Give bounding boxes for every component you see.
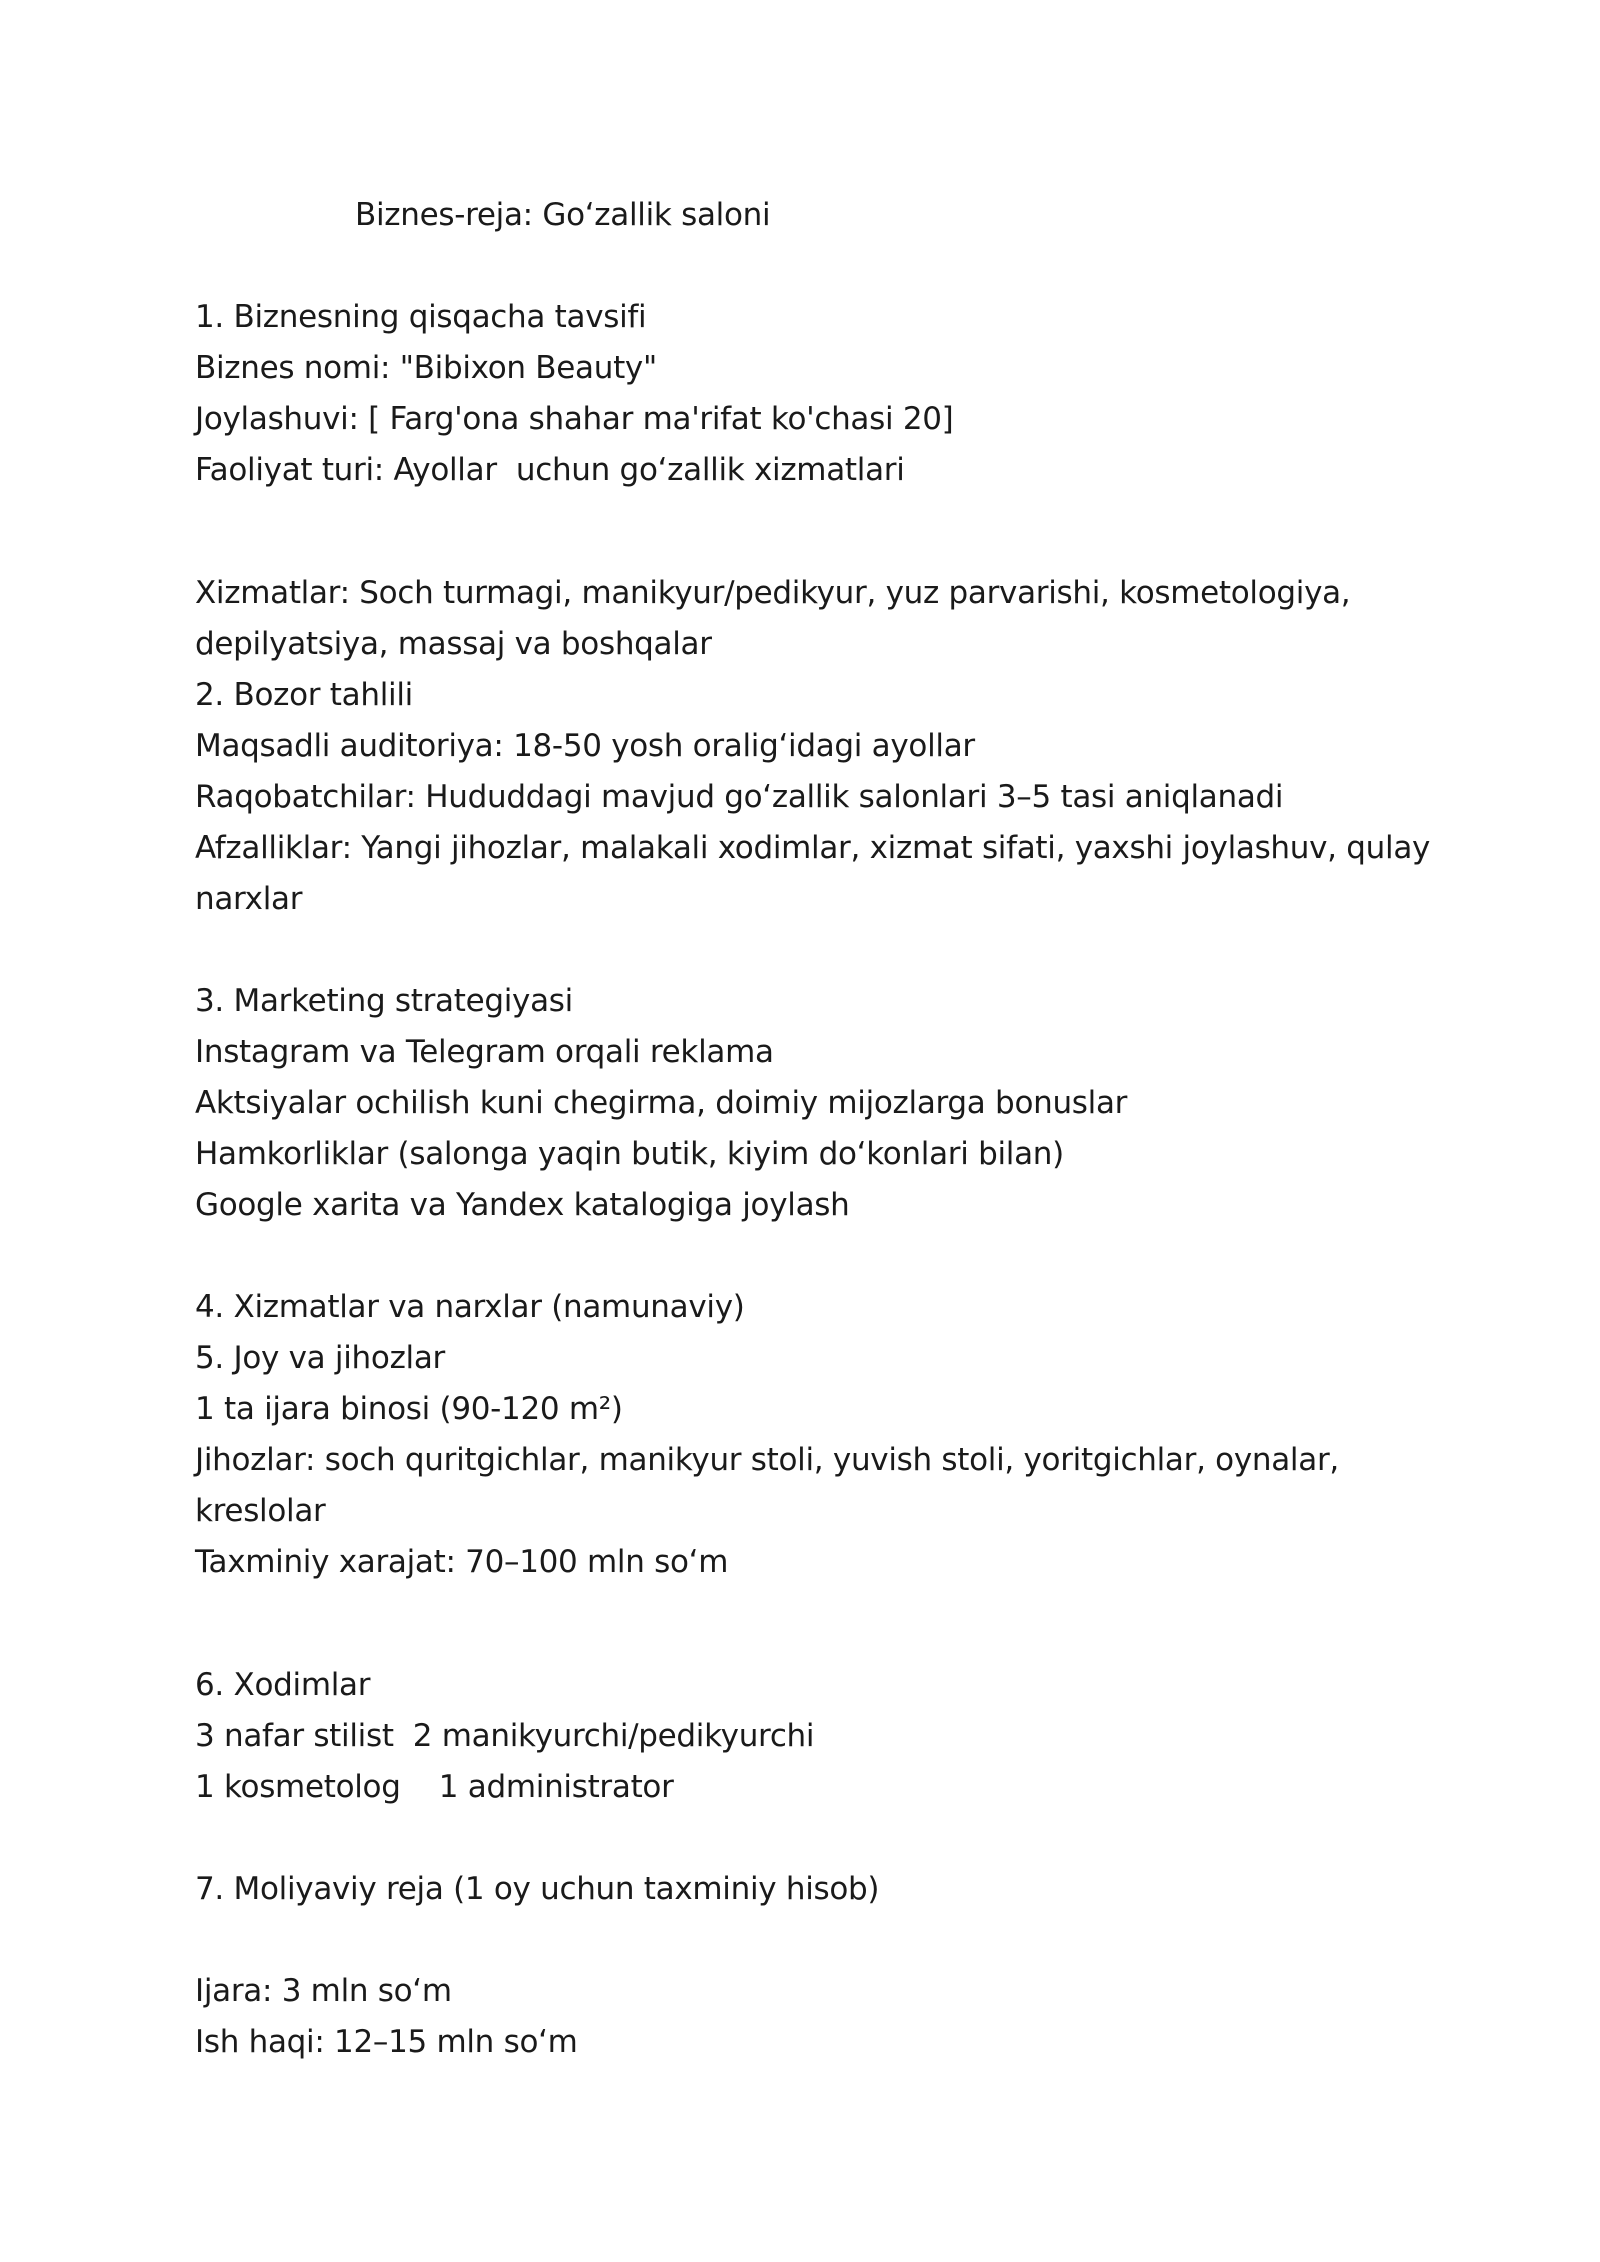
marketing-item-3: Hamkorliklar (salonga yaqin butik, kiyim do‘konlari bilan) <box>195 1136 1064 1172</box>
spacer <box>195 1915 1455 1966</box>
section-5-heading: 5. Joy va jihozlar <box>195 1340 446 1376</box>
staff-line-1: 3 nafar stilist 2 manikyurchi/pedikyurchi <box>195 1718 815 1754</box>
equipment-line-1: Jihozlar: soch quritgichlar, manikyur stoli, yuvish stoli, yoritgichlar, oynalar, <box>195 1442 1339 1478</box>
section-7-heading: 7. Moliyaviy reja (1 oy uchun taxminiy hisob) <box>195 1871 880 1907</box>
section-4-heading: 4. Xizmatlar va narxlar (namunaviy) <box>195 1289 745 1325</box>
spacer <box>195 925 1455 976</box>
section-6-heading: 6. Xodimlar <box>195 1667 371 1703</box>
spacer <box>195 241 1455 292</box>
staff-line-2: 1 kosmetolog 1 administrator <box>195 1769 674 1805</box>
spacer <box>195 1231 1455 1282</box>
marketing-item-2: Aktsiyalar ochilish kuni chegirma, doimiy mijozlarga bonuslar <box>195 1085 1128 1121</box>
document-title: Biznes-reja: Go‘zallik saloni <box>355 197 771 233</box>
marketing-item-1: Instagram va Telegram orqali reklama <box>195 1034 774 1070</box>
spacer <box>195 1588 1455 1660</box>
estimated-cost: Taxminiy xarajat: 70–100 mln so‘m <box>195 1544 729 1580</box>
building-info: 1 ta ijara binosi (90-120 m²) <box>195 1391 623 1427</box>
business-name: Biznes nomi: "Bibixon Beauty" <box>195 350 657 386</box>
services-line-1: Xizmatlar: Soch turmagi, manikyur/pedikyur, yuz parvarishi, kosmetologiya, <box>195 575 1351 611</box>
section-1-heading: 1. Biznesning qisqacha tavsifi <box>195 299 647 335</box>
competitors: Raqobatchilar: Hududdagi mavjud go‘zallik salonlari 3–5 tasi aniqlanadi <box>195 779 1284 815</box>
business-location: Joylashuvi: [ Farg'ona shahar ma'rifat ko'chasi 20] <box>195 401 954 437</box>
salary-cost: Ish haqi: 12–15 mln so‘m <box>195 2024 578 2060</box>
section-3-heading: 3. Marketing strategiyasi <box>195 983 573 1019</box>
business-activity: Faoliyat turi: Ayollar uchun go‘zallik xizmatlari <box>195 452 905 488</box>
marketing-item-4: Google xarita va Yandex katalogiga joylash <box>195 1187 850 1223</box>
spacer <box>195 496 1455 568</box>
rent-cost: Ijara: 3 mln so‘m <box>195 1973 452 2009</box>
advantages-line-1: Afzalliklar: Yangi jihozlar, malakali xodimlar, xizmat sifati, yaxshi joylashuv, qulay <box>195 830 1431 866</box>
advantages-line-2: narxlar <box>195 881 303 917</box>
section-2-heading: 2. Bozor tahlili <box>195 677 413 713</box>
equipment-line-2: kreslolar <box>195 1493 326 1529</box>
target-audience: Maqsadli auditoriya: 18-50 yosh oralig‘idagi ayollar <box>195 728 975 764</box>
spacer <box>195 1813 1455 1864</box>
document-body <box>195 190 1455 2068</box>
services-line-2: depilyatsiya, massaj va boshqalar <box>195 626 712 662</box>
